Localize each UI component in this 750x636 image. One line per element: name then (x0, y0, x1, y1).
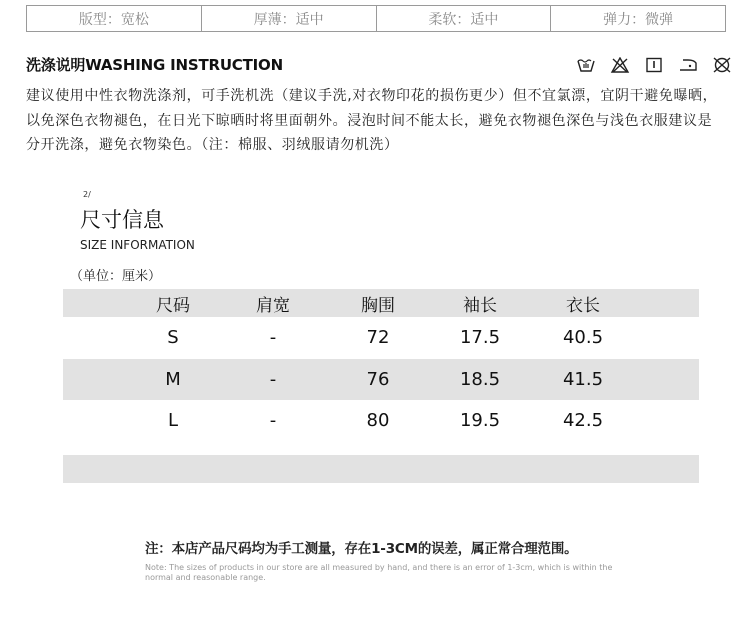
cell-size: M (165, 368, 181, 390)
table-row (63, 400, 699, 442)
cell-length: 41.5 (562, 368, 604, 390)
cell-length: 42.5 (562, 410, 604, 432)
table-row (63, 359, 699, 401)
size-subtitle: SIZE INFORMATION (80, 238, 195, 252)
table-row (63, 317, 699, 359)
cell-length: 40.5 (562, 327, 604, 349)
header-size: 尺码 (156, 295, 190, 316)
cell-chest: 80 (366, 410, 390, 432)
page-marker: 2/ (83, 190, 91, 199)
cell-shoulder: - (269, 410, 277, 432)
no-dry-clean-icon (711, 57, 733, 73)
attribute-elasticity: 弹力：微弹 (603, 11, 674, 28)
no-bleach-icon (609, 57, 631, 73)
cell-chest: 72 (366, 327, 390, 349)
cell-chest: 76 (366, 368, 390, 390)
header-length: 衣长 (566, 295, 600, 316)
cell-sleeve: 17.5 (459, 327, 501, 349)
header-sleeve: 袖长 (463, 295, 497, 316)
hand-wash-icon (575, 57, 597, 73)
table-header-row (63, 289, 699, 317)
attribute-softness: 柔软：适中 (377, 6, 552, 31)
size-table (63, 289, 699, 442)
cell-sleeve: 19.5 (459, 410, 501, 432)
washing-text: 建议使用中性衣物洗涤剂，可手洗机洗（建议手洗,对衣物印花的损伤更少）但不宜氯漂，宜阴干避免曝晒，以免深色衣物褪色，在日光下晾晒时将里面朝外。浸泡时间不能太长，避免衣物褪色深色与浅色衣服建议是分开洗涤，避免衣物染色。（注：棉服、羽绒服请勿机洗） (26, 88, 718, 153)
unit-label: （单位：厘米） (70, 269, 162, 284)
attribute-thickness: 厚薄：适中 (202, 6, 377, 31)
measurement-note-cn: 注：本店产品尺码均为手工测量，存在1-3CM的误差，属正常合理范围。 (145, 541, 578, 557)
size-title: 尺寸信息 (80, 208, 164, 232)
cell-sleeve: 18.5 (459, 368, 501, 390)
cell-size: S (167, 327, 179, 349)
cell-size: L (167, 410, 179, 432)
iron-icon (677, 57, 699, 73)
tumble-dry-icon (643, 57, 665, 73)
header-chest: 胸围 (361, 295, 395, 316)
table-empty-row (63, 455, 699, 483)
cell-shoulder: - (269, 368, 277, 390)
measurement-note-en: Note: The sizes of products in our store are all measured by hand, and there is an error of 1-3cm, which is within the normal and reasonable range. (145, 563, 613, 582)
header-shoulder: 肩宽 (256, 295, 290, 316)
attribute-fit: 版型：宽松 (27, 6, 202, 31)
attribute-row (26, 5, 726, 32)
cell-shoulder: - (269, 327, 277, 349)
care-icons (575, 57, 733, 73)
washing-title: 洗涤说明WASHING INSTRUCTION (26, 56, 283, 74)
